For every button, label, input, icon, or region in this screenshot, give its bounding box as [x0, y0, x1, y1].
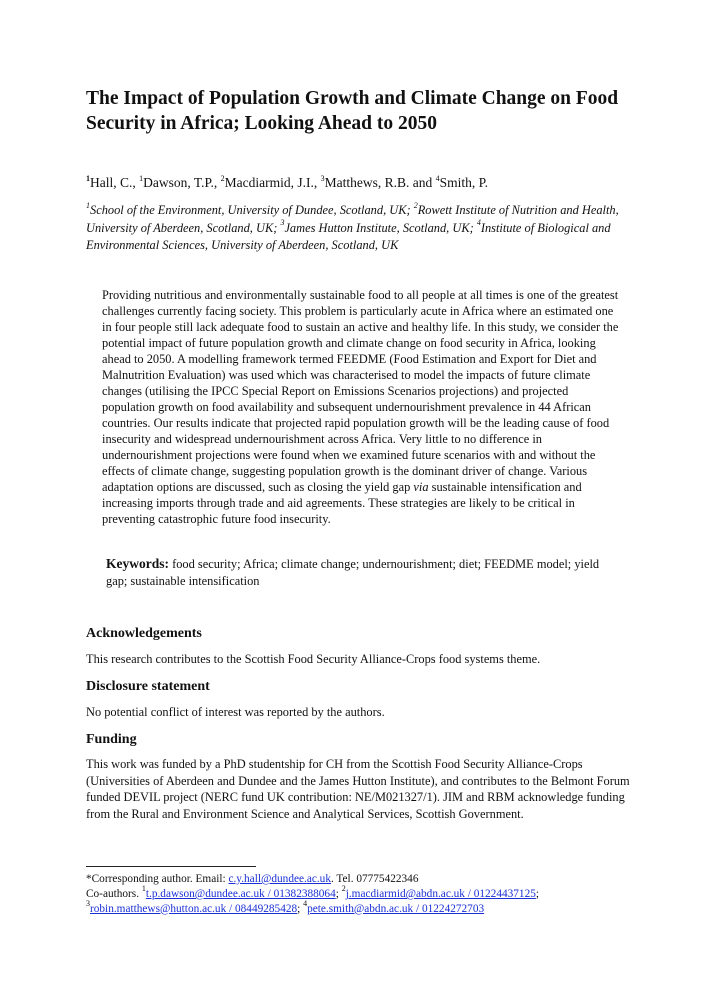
author-1: $^1$Hall, C., [86, 173, 140, 190]
funding-heading: Funding [86, 732, 137, 747]
author-3: $^2$Macdiarmid, J.I., [220, 173, 321, 190]
disclosure-text: No potential conflict of interest was reported by the authors. [86, 705, 385, 719]
paper-title: The Impact of Population Growth and Climate Change on Food Security in Africa; Looking Ahead to 2050 [86, 88, 619, 134]
abstract: Providing nutritious and environmentally sustainable food to all people at all times is one of the greatest challenges currently facing society. This problem is particularly acute in Africa where an estimated one in four people still lack adequate food to sustain an active and healthy life. In this study, we consider the potential impact of future population growth and climate change on food security in Africa, looking ahead to 2050. A modelling framework termed FEEDME (Food Estimation and Export for Diet and Malnutrition Evaluation) was used which was characterised to model the impacts of future climate changes (utilising the IPCC Special Report on Emissions Scenarios projections) and projected population growth on food availability and subsequent undernourishment prevalence in 44 African countries. Our results indicate that projected rapid population growth will be the leading cause of food insecurity and widespread undernourishment across Africa. Very little to no difference in undernourishment projections were found when we examined future scenarios with and without the effects of climate change, suggesting population growth is the dominant driver of change. Various adaptation options are discussed, such as closing the yield gap via sustainable intensification and increasing imports through trade and aid agreements. These strategies are likely to be critical in preventing catastrophic future food insecurity. [102, 288, 619, 526]
affiliation-2: $^2$Rowett Institute of Nutrition and Health, University of Aberdeen, Scotland, UK; [86, 200, 619, 235]
author-list [86, 174, 646, 192]
acknowledgements-text: This research contributes to the Scottish Food Security Alliance-Crops food systems theme. [86, 652, 541, 666]
affiliation-3: $^3$James Hutton Institute, Scotland, UK; [280, 218, 477, 235]
affiliation-1: $^1$School of the Environment, University of Dundee, Scotland, UK; [86, 200, 414, 217]
coauthor-2-link[interactable]: j.macdiarmid@abdn.ac.uk / 01224437125 [345, 888, 536, 900]
author-2: $^1$Dawson, T.P., [139, 173, 221, 190]
affiliation-4: $^4$Institute of Biological and Environmental Sciences, University of Aberdeen, Scotland, UK [86, 218, 611, 252]
coauthor-4-link[interactable]: pete.smith@abdn.ac.uk / 01224272703 [307, 902, 485, 915]
funding-text: This work was funded by a PhD studentship for CH from the Scottish Food Security Alliance-Crops (Universities of Aberdeen and Dundee and the James Hutton Institute), and contributes to the Belmont Forum funded DEVIL project (NERC fund UK contribution: NE/M021327/1). JIM and RBM acknowledge funding from the Rural and Environment Science and Analytical Services, Scottish Government. [86, 757, 630, 821]
corresponding-email-link[interactable]: c.y.hall@dundee.ac.uk [228, 873, 331, 885]
footnote-divider [86, 866, 256, 867]
corresponding-author-footnote: *Corresponding author. Email: c.y.hall@dundee.ac.uk. Tel. 07775422346 [86, 873, 419, 885]
keywords-text: food security; Africa; climate change; undernourishment; diet; FEEDME model; yield gap; sustainable intensification [106, 557, 600, 588]
author-4: $^3$Matthews, R.B. and [320, 173, 436, 190]
coauthors-footnote: Co-authors. $^1$t.p.dawson@dundee.ac.uk / 01382388064; $^2$j.macdiarmid@abdn.ac.uk / 01224437125; $^3$robin.matthews@hutton.ac.uk / 08449285428; $^4$pete.smith@abdn.ac.uk / 01224272703 [86, 884, 540, 915]
coauthor-3-link[interactable]: robin.matthews@hutton.ac.uk / 08449285428 [90, 902, 298, 915]
disclosure-heading: Disclosure statement [86, 679, 210, 694]
coauthor-1-link[interactable]: t.p.dawson@dundee.ac.uk / 01382388064 [145, 888, 336, 900]
author-5: $^4$Smith, P. [435, 173, 489, 190]
affiliations [86, 202, 621, 255]
keywords [106, 556, 616, 589]
acknowledgements-heading: Acknowledgements [86, 626, 202, 641]
keywords-label: Keywords: [106, 556, 169, 571]
